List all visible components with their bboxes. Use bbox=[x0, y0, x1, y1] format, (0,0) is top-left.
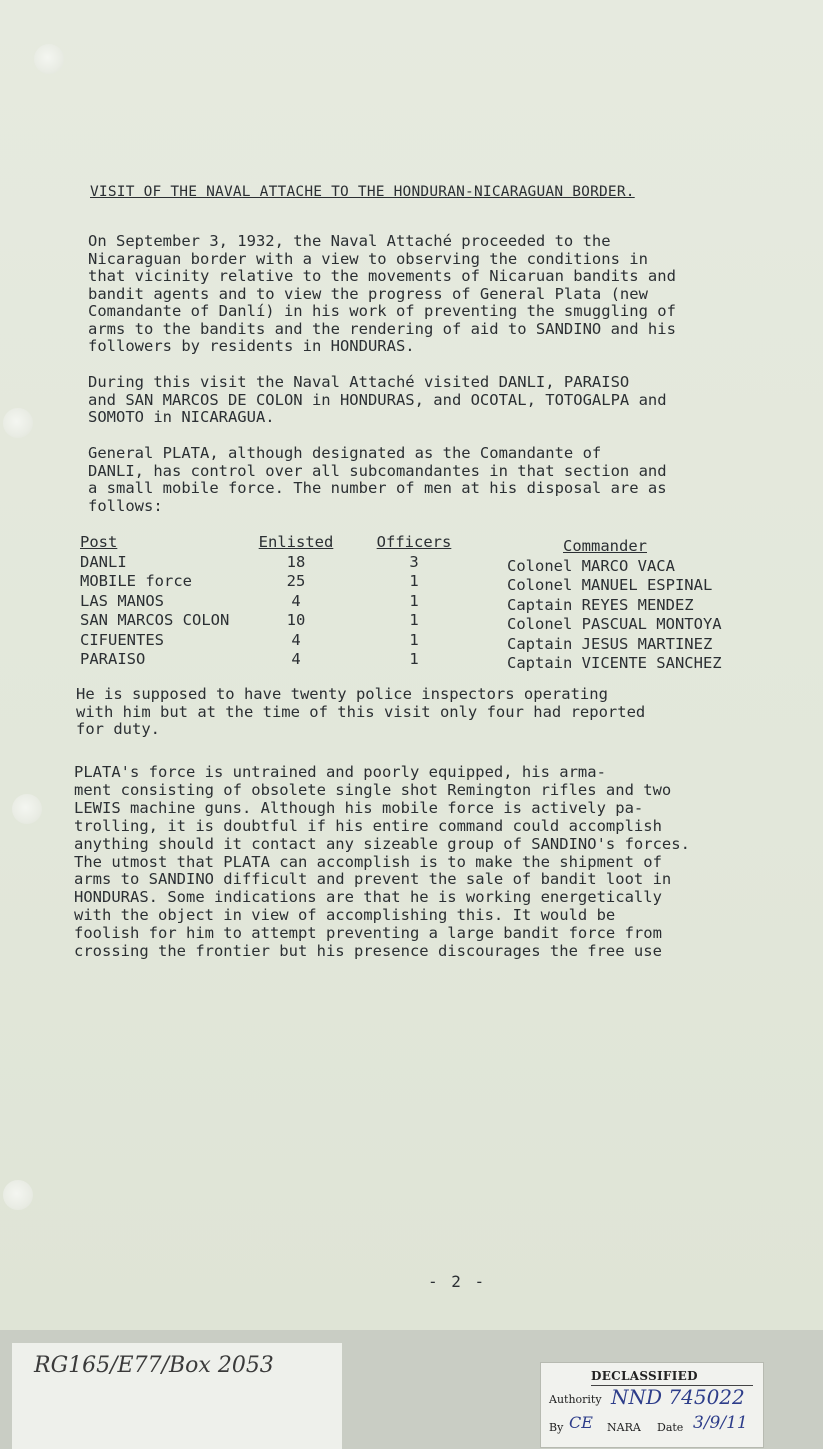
text-line: The utmost that PLATA can accomplish is to make the shipment of bbox=[74, 852, 662, 871]
table-column-enlisted bbox=[246, 533, 346, 670]
declassified-stamp bbox=[540, 1362, 764, 1448]
stamp-date-label: Date bbox=[657, 1421, 684, 1434]
table-cell: Colonel PASCUAL MONTOYA bbox=[507, 615, 722, 633]
text-line: During this visit the Naval Attaché visited DANLI, PARAISO bbox=[88, 373, 630, 391]
punch-hole bbox=[12, 794, 42, 824]
text-line: On September 3, 1932, the Naval Attaché proceeded to the bbox=[88, 232, 611, 250]
table-cell: 1 bbox=[409, 630, 419, 649]
table-column-commander bbox=[507, 537, 807, 674]
table-cell: CIFUENTES bbox=[80, 630, 164, 649]
text-line: He is supposed to have twenty police inspectors operating bbox=[76, 685, 608, 703]
table-cell: 4 bbox=[291, 591, 301, 610]
punch-hole bbox=[3, 1180, 33, 1210]
text-line: crossing the frontier but his presence discourages the free use bbox=[74, 942, 662, 961]
text-line: LEWIS machine guns. Although his mobile force is actively pa- bbox=[74, 798, 644, 817]
document-title: VISIT OF THE NAVAL ATTACHE TO THE HONDURAN-NICARAGUAN BORDER. bbox=[90, 184, 635, 200]
table-cell: MOBILE force bbox=[80, 572, 192, 590]
table-column-officers bbox=[364, 533, 464, 670]
paragraph-force bbox=[74, 764, 774, 961]
text-line: ment consisting of obsolete single shot Remington rifles and two bbox=[74, 780, 672, 799]
text-line: SOMOTO in NICARAGUA. bbox=[88, 408, 275, 426]
text-line: Comandante of Danlí) in his work of preventing the smuggling of bbox=[88, 302, 676, 320]
text-line: bandit agents and to view the progress of General Plata (new bbox=[88, 284, 648, 303]
text-line: foolish for him to attempt preventing a large bandit force from bbox=[74, 924, 662, 943]
table-cell: 1 bbox=[409, 650, 419, 668]
stamp-title: DECLASSIFIED bbox=[591, 1369, 698, 1383]
text-line: anything should it contact any sizeable group of SANDINO's forces. bbox=[74, 834, 690, 853]
text-line: followers by residents in HONDURAS. bbox=[88, 337, 415, 355]
table-cell: 1 bbox=[409, 591, 419, 610]
table-cell: 1 bbox=[409, 572, 419, 590]
punch-hole bbox=[34, 44, 64, 74]
table-cell: 3 bbox=[409, 552, 419, 571]
text-line: PLATA's force is untrained and poorly equipped, his arma- bbox=[74, 763, 606, 781]
table-cell: 4 bbox=[291, 650, 301, 668]
table-cell: Captain VICENTE SANCHEZ bbox=[507, 654, 722, 672]
table-cell: Captain REYES MENDEZ bbox=[507, 595, 694, 614]
stamp-authority-value: NND 745022 bbox=[611, 1385, 745, 1409]
paragraph-intro bbox=[88, 233, 788, 356]
table-cell: LAS MANOS bbox=[80, 591, 164, 610]
text-line: a small mobile force. The number of men at his disposal are as bbox=[88, 479, 667, 497]
text-line: follows: bbox=[88, 496, 163, 515]
column-header-enlisted: Enlisted bbox=[258, 533, 334, 551]
text-line: DANLI, has control over all subcomandantes in that section and bbox=[88, 461, 667, 480]
column-header-commander: Commander bbox=[563, 537, 647, 555]
paragraph-visits bbox=[88, 374, 788, 427]
stamp-authority-label: Authority bbox=[549, 1393, 602, 1406]
text-line: HONDURAS. Some indications are that he is working energetically bbox=[74, 888, 662, 907]
table-cell: Colonel MARCO VACA bbox=[507, 556, 675, 575]
table-cell: 10 bbox=[286, 611, 306, 629]
table-cell: Captain JESUS MARTINEZ bbox=[507, 634, 713, 653]
page-number: - 2 - bbox=[428, 1272, 487, 1291]
paragraph-police bbox=[76, 686, 776, 739]
punch-hole bbox=[3, 408, 33, 438]
column-header-post: Post bbox=[80, 533, 118, 551]
text-line: for duty. bbox=[76, 720, 160, 738]
text-line: with the object in view of accomplishing this. It would be bbox=[74, 906, 616, 925]
text-line: arms to SANDINO difficult and prevent the sale of bandit loot in bbox=[74, 870, 672, 889]
text-line: General PLATA, although designated as the Comandante of bbox=[88, 444, 602, 462]
text-line: arms to the bandits and the rendering of aid to SANDINO and his bbox=[88, 319, 676, 338]
stamp-by-label: By bbox=[549, 1421, 564, 1434]
table-cell: 4 bbox=[291, 630, 301, 649]
text-line: with him but at the time of this visit only four had reported bbox=[76, 702, 646, 721]
table-cell: PARAISO bbox=[80, 650, 146, 668]
archive-reference: RG165/E77/Box 2053 bbox=[34, 1353, 274, 1378]
stamp-agency: NARA bbox=[607, 1421, 641, 1434]
table-column-post bbox=[80, 533, 270, 670]
text-line: trolling, it is doubtful if his entire command could accomplish bbox=[74, 816, 662, 835]
table-cell: 1 bbox=[409, 611, 419, 629]
text-line: Nicaraguan border with a view to observing the conditions in bbox=[88, 249, 648, 268]
stamp-by-value: CE bbox=[569, 1413, 593, 1432]
table-cell: DANLI bbox=[80, 552, 127, 571]
paragraph-general-plata bbox=[88, 445, 788, 515]
table-cell: 25 bbox=[286, 572, 306, 590]
table-cell: Colonel MANUEL ESPINAL bbox=[507, 576, 713, 594]
stamp-date-value: 3/9/11 bbox=[693, 1413, 748, 1433]
text-line: and SAN MARCOS DE COLON in HONDURAS, and OCOTAL, TOTOGALPA and bbox=[88, 390, 667, 409]
table-cell: SAN MARCOS COLON bbox=[80, 611, 230, 629]
column-header-officers: Officers bbox=[376, 533, 452, 551]
table-cell: 18 bbox=[286, 552, 306, 571]
text-line: that vicinity relative to the movements of Nicaruan bandits and bbox=[88, 267, 676, 285]
